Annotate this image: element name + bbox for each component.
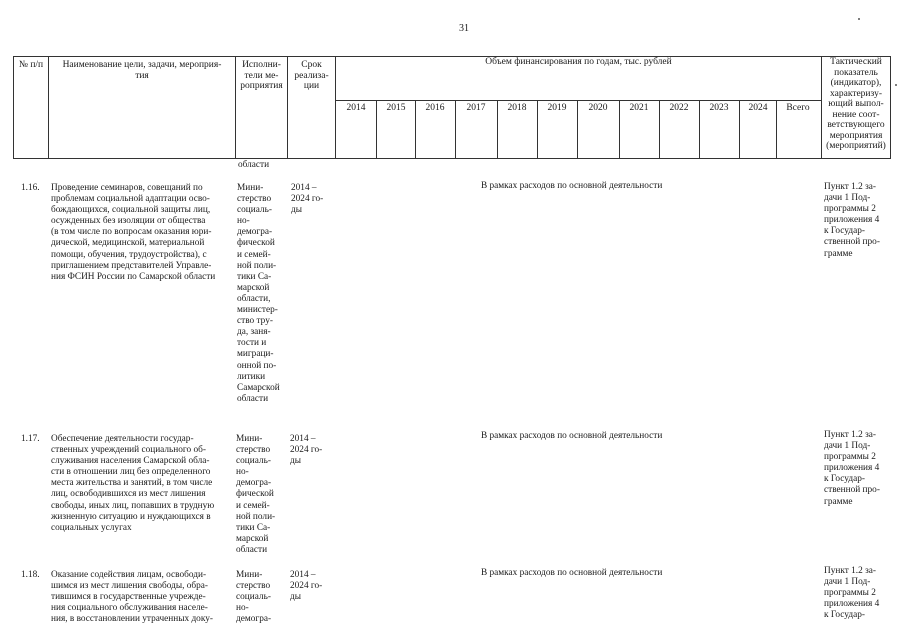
row-term: 2014 – 2024 го- ды [290,434,323,467]
year-2022: 2022 [669,103,689,113]
row-executor: Мини- стерство социаль- но- демогра- фической и семей- ной поли- тики Са- марской области [236,434,276,555]
header-executors: Исполни- тели ме- роприятия [240,60,283,91]
row-name: Проведение семинаров, совещаний по проблемам социальной адаптации осво- бождающихся, социальной защиты лиц, осужденных без изоляции от общества (в том числе по вопросам оказания юри- дической, медицинской, материальной помощи, обучения, трудоустройства), с приглашением представителей Управле- ния ФСИН России по Самарской области [51,183,216,282]
row-indicator: Пункт 1.2 за- дачи 1 Под- программы 2 приложения 4 к Государ- ственной про- грамме [824,430,880,507]
year-2024: 2024 [748,103,768,113]
row-executor: Мини- стерство социаль- но- демогра- фической и семей- ной поли- тики Са- марской области, министер- ство тру- да, заня- тости и миграци- онной по- литики Самарской области [237,183,280,404]
scan-speck [858,18,860,20]
row-indicator: Пункт 1.2 за- дачи 1 Под- программы 2 приложения 4 к Государ- ственной про- грамме [824,182,880,259]
year-2023: 2023 [709,103,729,113]
carryover-text: области [238,160,270,170]
year-total: Всего [786,103,810,113]
year-2019: 2019 [547,103,567,113]
row-number: 1.17. [21,434,40,444]
year-2018: 2018 [507,103,527,113]
year-2021: 2021 [629,103,649,113]
scan-speck [895,84,897,86]
row-financing: В рамках расходов по основной деятельности [481,181,663,191]
row-number: 1.16. [21,183,40,193]
header-num: № п/п [18,60,44,70]
year-2017: 2017 [466,103,486,113]
row-name: Обеспечение деятельности государ- ственных учреждений социального об- служивания населения Самарской обла- сти в отношении лиц без определенного места жительства и занятий, в том числе лиц, освободившихся из мест лишения свободы, иных лиц, попавших в трудную жизненную ситуацию и нуждающихся в социальных услугах [51,434,215,533]
row-financing: В рамках расходов по основной деятельности [481,431,663,441]
header-term: Срок реализа- ции [294,60,329,91]
header-name: Наименование цели, задачи, мероприя- тия [62,60,222,81]
year-2020: 2020 [588,103,608,113]
header-financing: Объем финансирования по годам, тыс. рублей [485,57,672,67]
year-2015: 2015 [386,103,406,113]
row-financing: В рамках расходов по основной деятельности [481,568,663,578]
row-indicator: Пункт 1.2 за- дачи 1 Под- программы 2 приложения 4 к Государ- [824,566,880,621]
row-executor: Мини- стерство социаль- но- демогра- [236,570,272,625]
page-number: 31 [459,23,469,34]
year-2016: 2016 [425,103,445,113]
row-number: 1.18. [21,570,40,580]
row-name: Оказание содействия лицам, освободи- шимся из мест лишения свободы, обра- тившимся в государственные учрежде- ния социального обслуживания населе- ния, в восстановлении утраченных доку- [51,570,213,625]
header-indicator: Тактический показатель (индикатор), характеризу- ющий выпол- нение соот- ветствующего мероприятия (мероприятий) [826,57,886,151]
row-term: 2014 – 2024 го- ды [291,183,324,216]
row-term: 2014 – 2024 го- ды [290,570,323,603]
year-2014: 2014 [346,103,366,113]
